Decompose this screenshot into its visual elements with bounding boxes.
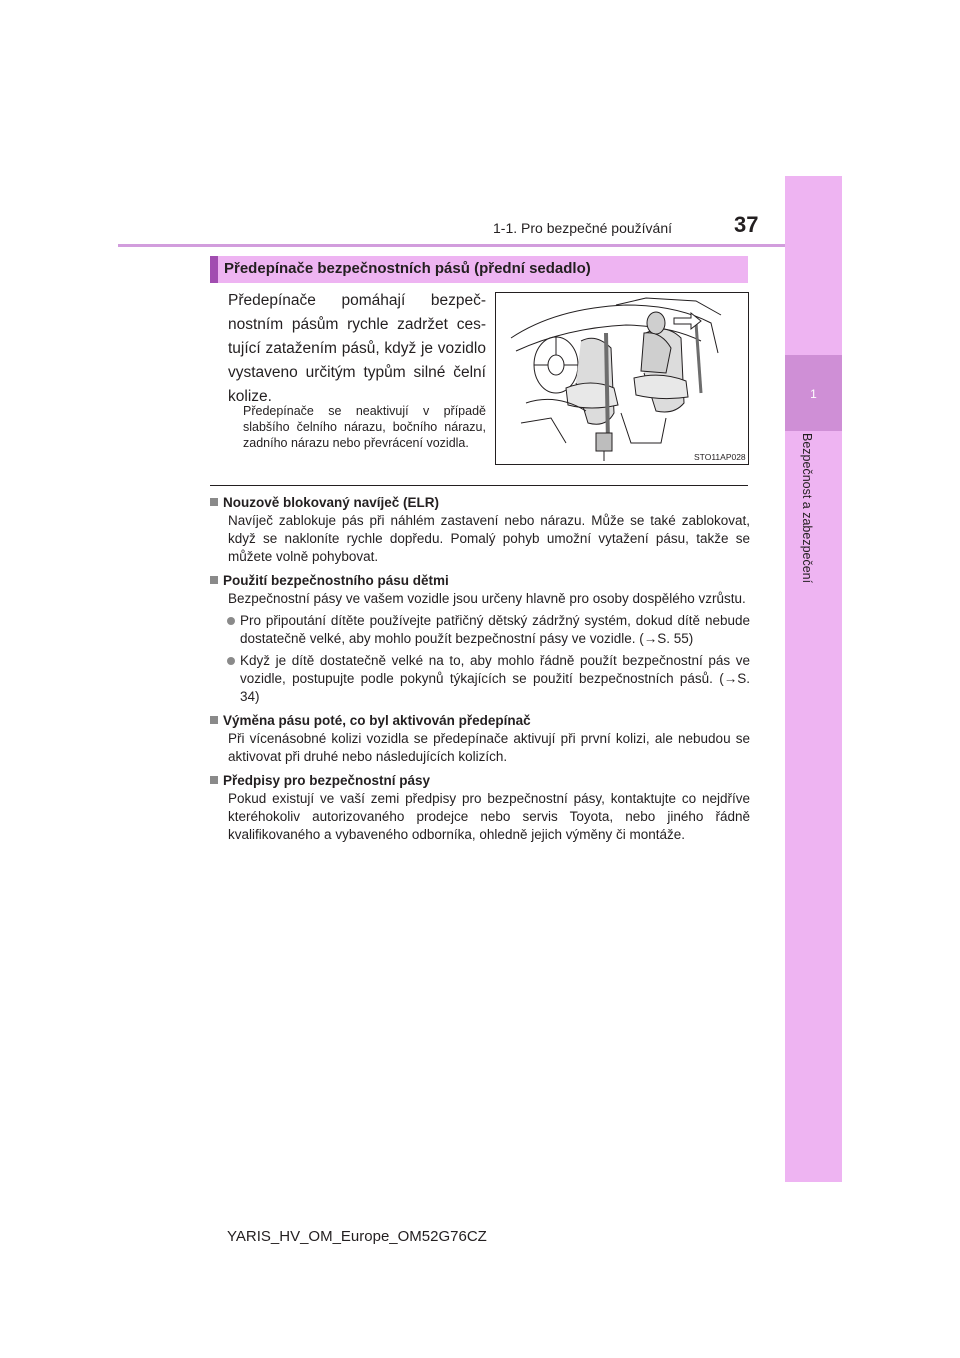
car-interior-drawing: [496, 293, 748, 464]
page-number: 37: [734, 212, 759, 237]
circle-bullet-icon: [227, 657, 235, 665]
chapter-number: 1: [810, 387, 817, 401]
footer-doc-id: YARIS_HV_OM_Europe_OM52G76CZ: [227, 1228, 487, 1245]
circle-bullet-icon: [227, 617, 235, 625]
note-item-replacement: [210, 712, 750, 766]
note-text: Navíječ zablokuje pás při náhlém zastavení nebo nárazu. Může se také zablokovat, když se nakloníte rychle dopředu. Pomalý pohyb umožní vytažení pásu, takže se můžete volně pohybovat.: [228, 513, 750, 564]
note-text: Pokud existují ve vaší zemi předpisy pro bezpečnostní pásy, kontaktujte co nejdříve kteréhokoliv autorizovaného prodejce nebo servis Toyota, nebo jiného řádně kvalifikovaného a vybaveného odborníka, ohledně jejich výměny či montáže.: [228, 791, 750, 842]
notes-list: [210, 494, 750, 850]
chapter-title: Bezpečnost a zabezpečení: [800, 433, 814, 584]
note-title: Nouzově blokovaný navíječ (ELR): [223, 495, 440, 510]
figure-code: STO11AP028: [694, 452, 746, 462]
note-title: Předpisy pro bezpečnostní pásy: [223, 773, 431, 788]
seatbelt-pretensioner-illustration: [495, 292, 749, 465]
section-intro: Předepínače pomáhají bezpečnostním pásům rychle zadržet cestující zatažením pásů, když je vozidlo vystaveno určitým typům silné čelní kolize.: [228, 292, 486, 405]
section-note: Předepínače se neaktivují v případě slabšího čelního nárazu, bočního nárazu, zadního nárazu nebo převrácení vozidla.: [243, 404, 486, 450]
header-rule: [118, 244, 785, 247]
header-section: 1-1. Pro bezpečné používání: [493, 220, 673, 236]
square-bullet-icon: [210, 498, 218, 506]
note-title: Výměna pásu poté, co byl aktivován předepínač: [223, 713, 531, 728]
list-item: Pro připoutání dítěte používejte patřičný dětský zádržný systém, dokud dítě nebude dostatečně velké, aby mohlo použít bezpečnostní pásy ve vozidle. (→S. 55): [210, 612, 750, 648]
square-bullet-icon: [210, 776, 218, 784]
section-divider: [210, 485, 748, 486]
note-text: Při vícenásobné kolizi vozidla se předepínače aktivují při první kolizi, ale nebudou se aktivovat při druhé nebo následujících kolizích.: [228, 731, 750, 764]
note-text: Bezpečnostní pásy ve vašem vozidle jsou určeny hlavně pro osoby dospělého vzrůstu.: [228, 591, 746, 606]
note-item-regulations: [210, 772, 750, 844]
square-bullet-icon: [210, 576, 218, 584]
section-heading-accent: [210, 256, 218, 283]
list-item: Když je dítě dostatečně velké na to, aby mohlo řádně použít bezpečnostní pás ve vozidle, postupujte podle pokynů týkajících se použití bezpečnostních pásů. (→S. 34): [210, 652, 750, 706]
chapter-side-band: [785, 176, 842, 1182]
section-title: Předepínače bezpečnostních pásů (přední sedadlo): [224, 260, 591, 277]
note-title: Použití bezpečnostního pásu dětmi: [223, 573, 449, 588]
square-bullet-icon: [210, 716, 218, 724]
note-item-children: [210, 572, 750, 706]
note-item-elr: [210, 494, 750, 566]
